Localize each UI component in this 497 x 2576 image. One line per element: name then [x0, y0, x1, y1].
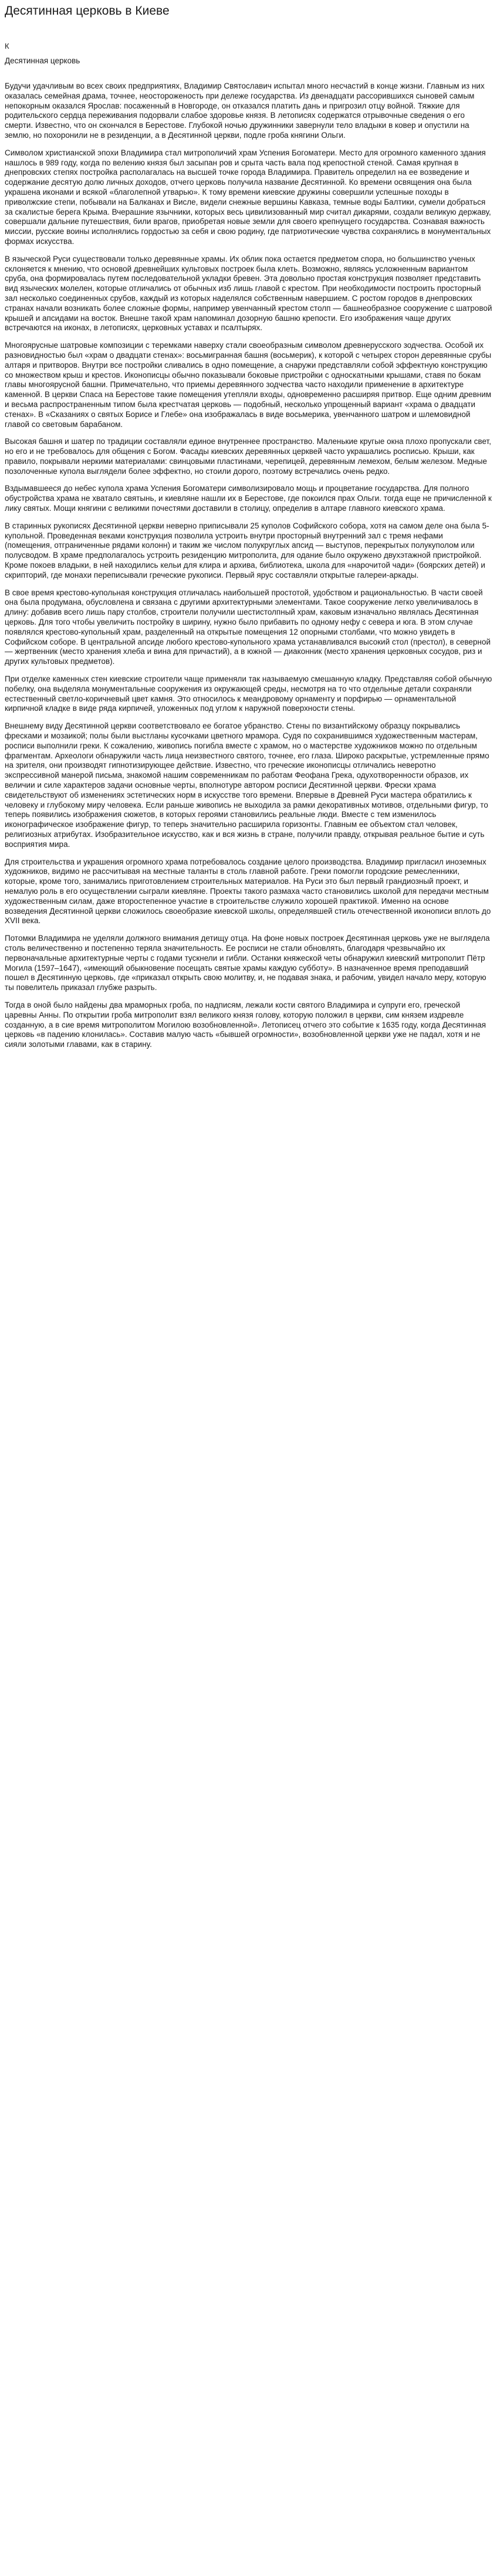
page-title: Десятинная церковь в Киеве: [5, 4, 170, 18]
paragraph: Тогда в оной было найдены два мраморных гроба, по надписям, лежали кости святого Владимира и супруги его, греческой царевны Анны. По открытии гроба митрополит взял великого князя голову, которую положил в церкви, сим князем издревле созданную, а в сие время митрополитом Могилою возобновленной». Летописец отчего это событие к 1635 году, когда Десятинная церковь «в падению клонилась». Составив малую часть «бывшей огромности», возобновленной церкви уже не падал, хотя и не сияли золотыми главами, как в старину.: [5, 1000, 486, 1049]
paragraph: Символом христианской эпохи Владимира стал митрополичий храм Успения Богоматери. Место для огромного каменного здания нашлось в 989 году, когда по велению князя был засыпан ров и срыта часть вала под крепостной стеной. Самая крупная в днепровских степях постройка располагалась на высшей точке города Владимира. Правитель определил на ее возведение и содержание десятую долю личных доходов, отчего церковь получила название Десятинной. Ко времени освящения она была украшена иконами и всякой «благолепной утварью». К тому времени киевские дружины совершили успешные походы в приволжские степи, побывали на Балканах и Висле, видели снежные вершины Кавказа, темные воды Балтики, сумели добраться за скалистые берега Крыма. Вчерашние язычники, которых весь цивилизованный мир считал дикарями, создали великую державу, совершали дальние путешествия, били врагов, приобретая новые земли для своего крепнущего государства. Сознавая важность миссии, русские воины исполнялись гордостью за себя и свою родину, где патриотические чувства сохранялись в монументальных формах искусства.: [5, 148, 491, 246]
paragraph: Многоярусные шатровые композиции с теремками наверху стали своеобразным символом древнерусского зодчества. Особой их разновидностью был «храм о двадцати стенах»: восьмигранная башня (восьмерик), к которой с четырех сторон деревянные срубы алтаря и притворов. Внутри все постройки сливались в одно помещение, а снаружи представляли собой эффектную конструкцию со множеством крыш и крестов. Иконописцы обычно показывали боковые пристройки с односкатными крышами, ставя по бокам главы многоярусной башни. Примечательно, что приемы деревянного зодчества часто находили применение в архитектуре каменной. В церкви Спаса на Берестове такие помещения утепляли входы, одновременно расширяя притвор. Еще одним древним и весьма распространенным типом была крестчатая церковь — подобный, несколько упрощенный вариант «храма о двадцати стенах». В «Сказаниях о святых Борисе и Глебе» она изображалась в виде восьмерика, увенчанного шатром и шлемовидной главой со световым барабаном.: [5, 341, 492, 429]
paragraph: При отделке каменных стен киевские строители чаще применяли так называемую смешанную кладку. Представляя собой обычную побелку, она выделяла монументальные сооружения из окружающей среды, несмотря на то что отдельные детали сохраняли естественный светло-коричневый цвет камня. Это относилось к меандровому орнаменту и порфирью — орнаментальной кирпичной кладке в виде ряда кирпичей, уложенных под углом к наружной поверхности стены.: [5, 674, 492, 713]
paragraph: В свое время крестово-купольная конструкция отличалась наибольшей простотой, удобством и рациональностью. В части своей она была продумана, обусловлена и связана с другими архитектурными элементами. Такое сооружение легко увеличивалось в длину: добавив всего лишь пару столбов, строители получили шестистолпный храм, каковым изначально являлась Десятинная церковь. Для того чтобы увеличить постройку в ширину, нужно было прибавить по одному нефу с севера и юга. В этом случае появлялся крестово-купольный храм, разделенный на открытые помещения 12 опорными столбами, что можно увидеть в Софийском соборе. В центральной апсиде любого крестово-купольного храма устанавливался высокий стол (престол), в северной — жертвенник (место хранения хлеба и вина для причастий), а в южной — диаконник (место хранения церковных сосудов, риз и других культовых предметов).: [5, 588, 491, 666]
paragraph: В языческой Руси существовали только деревянные храмы. Их облик пока остается предметом спора, но большинство ученых склоняется к мнению, что основой древнейших культовых построек была клеть. Возможно, являясь усложненным вариантом сруба, она формировалась путем последовательной укладки бревен. Эта довольно простая конструкция позволяет представить вид языческих молелен, которые отличались от обычных изб лишь главой с крестом. При необходимости построить просторный зал несколько соединенных срубов, каждый из которых наделялся собственным навершием. С ростом городов в днепровских странах начали возникать более сложные формы, например увенчанный крестом столп — башнеобразное сооружение с шатровой крышей и апсидами на восток. Внешне такой храм напоминал дозорную башню крепости. Его изображения чаще других встречаются на иконах, в летописях, церковных уставах и псалтырях.: [5, 254, 492, 333]
paragraph: Потомки Владимира не уделяли должного внимания детищу отца. На фоне новых построек Десятинная церковь уже не выглядела столь величественно и постепенно теряла значительность. Ее росписи не стали обновлять, благодаря чрезвычайно их первоначальные архитектурные черты с годами тускнели и гибли. Останки княжеской четы обнаружил киевский митрополит Пётр Могила (1597–1647), «имеющий обыкновение посещать святые храмы каждую субботу». В назначенное время преподавший пошел в Десятинную церковь, где «приказал открыть свою молитву, и, не подавая знака, и рабочим, увидел начало меру, которую ты повелитель приказал глубже разрыть.: [5, 934, 490, 992]
breadcrumb: К: [5, 42, 9, 50]
paragraph: Внешнему виду Десятинной церкви соответствовало ее богатое убранство. Стены по византийскому образцу покрывались фресками и мозаикой; полы были выстланы кусочками цветного мрамора. Судя по сохранившимся художественным мастерам, росписи выполнили греки. К сожалению, живопись погибла вместе с храмом, но о мастерстве художников можно по отдельным фрагментам. Археологи обнаружили часть лица неизвестного святого, точнее, его глаза. Широко раскрытые, устремленные прямо на зрителя, они производят гипнотизирующее действие. Известно, что греческие иконописцы отличались неверотно экспрессивной манерой письма, знакомой нашим современникам по работам Феофана Грека, одухотворенности образов, их величии и силе характеров задачи основные черты, вполнотуре автором росписи Десятинной церкви. Фрески храма свидетельствуют об изменениях эстетических норм в искусстве того времени. Впервые в Древней Руси мастера обратились к человеку и глубокому миру человека. Если раньше живопись не выходила за рамки декоративных мотивов, отдельными фигур, то теперь появились изображения сюжетов, в которых героями становились реальные люди. Вместе с тем изменилось иконографическое изображение фигур, то теперь значительно расширила горизонты. Главным ее объектом стал человек, религиозных атрибутах. Изобразительное искусство, как и вся жизнь в стране, получили правду, открывая реальное бытие и суть восприятия мира.: [5, 721, 489, 849]
paragraph: Будучи удачливым во всех своих предприятиях, Владимир Святославич испытал много несчастий в конце жизни. Главным из них оказалась семейная драма, точнее, неостороженость при дележе государства. Из двенадцати рассорившихся сыновей самым непокорным оказался Ярослав: посаженный в Новгороде, он отказался платить дань и пригрозил отцу войной. Тяжкие для родительского сердца переживания подорвали слабое здоровье князя. В летописях содержатся отрывочные сведения о его смерти. Известно, что он скончался в Берестове. Глубокой ночью дружинники завернули тело владыки в ковер и опустили на землю, но похоронили не в резиденции, а в Десятинной церкви, подле гроба княгини Ольги.: [5, 82, 485, 140]
paragraph: Для строительства и украшения огромного храма потребовалось создание целого производства. Владимир пригласил иноземных художников, видимо не рассчитывая на местные таланты в столь главной работе. Греки помогли городские ремесленники, которые, кроме того, занимались приготовлением строительных материалов. На Руси это был первый грандиозный проект, и немалую роль в его осуществлении сыграли киевляне. Проекты такого размаха часто становились школой для передачи местным художественным силам, даже второстепенное участие в строительстве служило хорошей практикой. Именно на основе возведения Десятинной церкви сложилось своеобразие киевской школы, определявшей стиль отечественной иконописи вплоть до XVII века.: [5, 857, 491, 926]
paragraph: В старинных рукописях Десятинной церкви неверно приписывали 25 куполов Софийского собора, хотя на самом деле она была 5-купольной. Проведенная веками конструкция позволила устроить внутри просторный внутренний зал с тремя нефами (помещения, отграниченные рядами колонн) и таким же числом полукруглых апсид — выступов, перекрытых полукуполом или полусводом. В храме предполагалось устроить резиденцию митрополита, для одание было окружено двухэтажной пристройкой. Кроме покоев владыки, в ней находились кельи для клира и архива, библиотека, школа для «нарочитой чади» (боярских детей) и скрипторий, где монахи переписывали греческие рукописи. Первый ярус составляли открытые галереи-аркады.: [5, 521, 489, 579]
article: [0, 0, 497, 1050]
paragraph: Высокая башня и шатер по традиции составляли единое внутреннее пространство. Маленькие кругые окна плохо пропускали свет, но его и не требовалось для общения с Богом. Фасады киевских деревянных церквей часто украшались росписью. Крыши, как правило, покрывали неркими материалами: свинцовыми пластинами, черепицей, деревянным лемехом, белым железом. Медные позолоченные купола выглядели более эффектно, но стоили дорого, поэтому встречались очень редко.: [5, 437, 491, 476]
article-subtitle: Десятинная церковь: [5, 56, 80, 65]
paragraph: Вздымавшееся до небес купола храма Успения Богоматери символизировало мощь и процветание государства. Для полного обустройства храма не хватало святынь, и киевляне нашли их в Берестове, где покоился прах Ольги. тогда еще не причисленной к лику святых. Мощи княгини с великими почестями доставили в столицу, определив в алтаре главного киевского храма.: [5, 484, 492, 513]
